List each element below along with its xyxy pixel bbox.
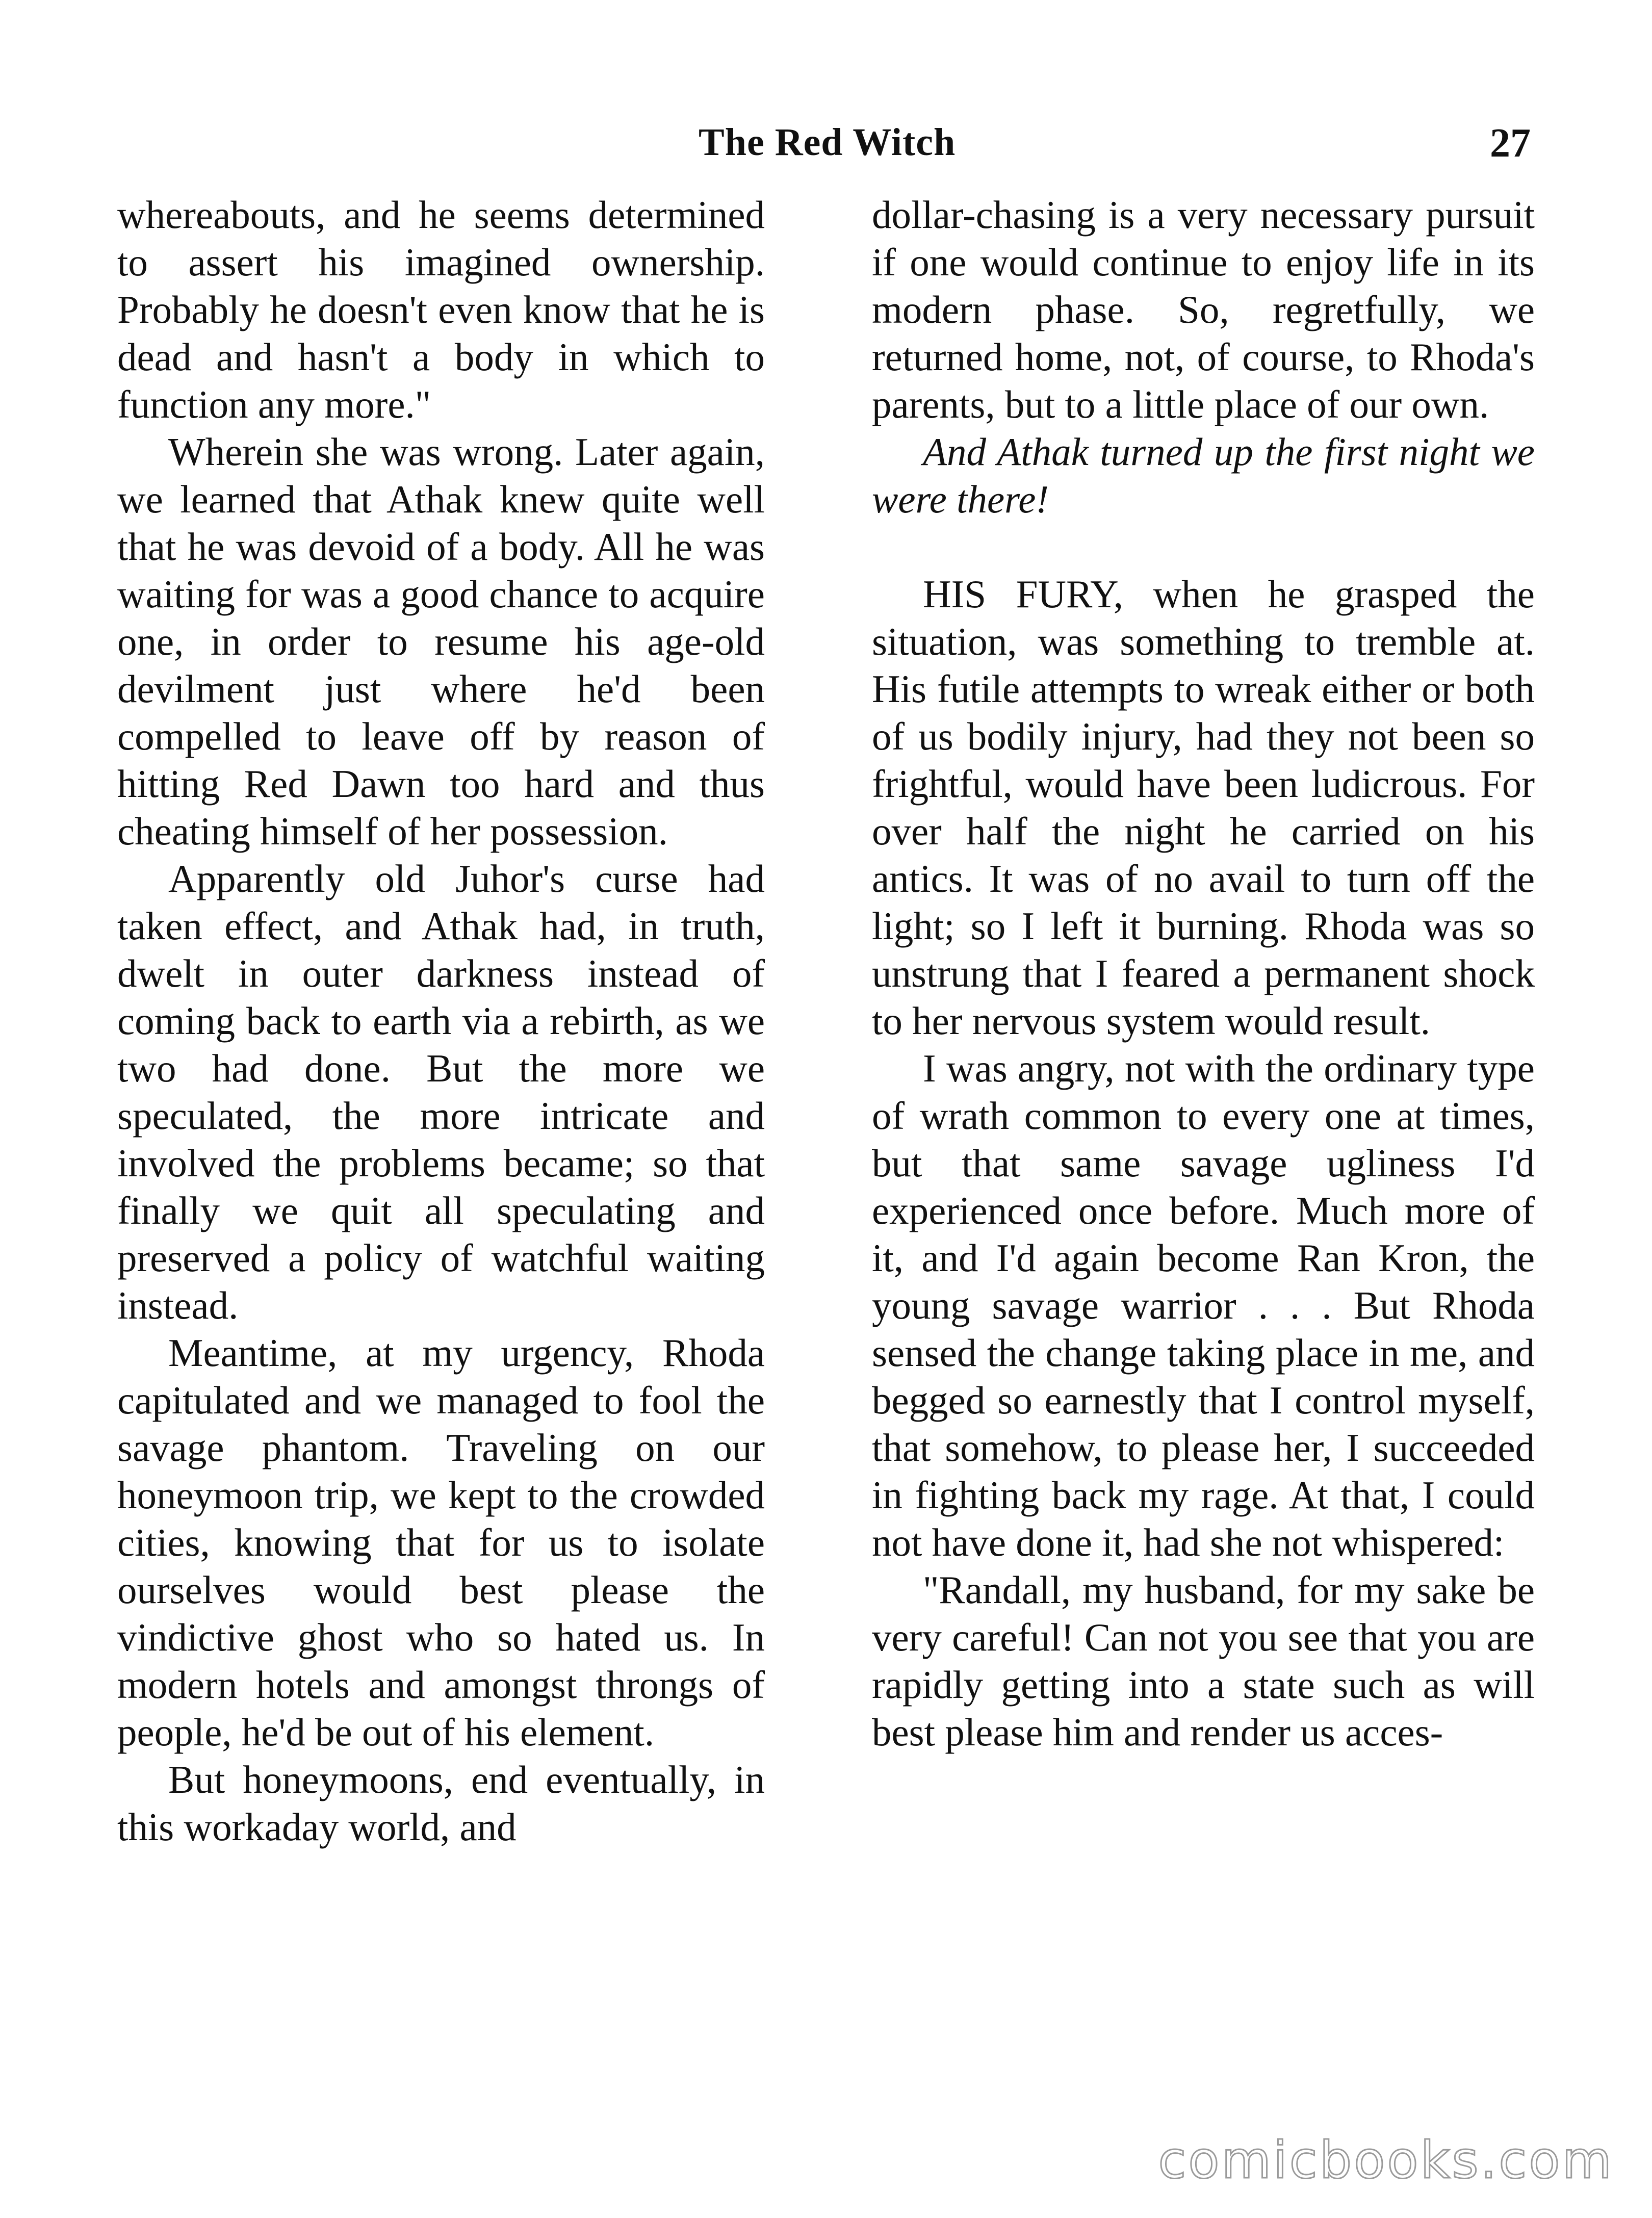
paragraph: Wherein she was wrong. Later again, we learned that Athak knew quite well that he was devoid of a body. All he was waiting for was a good chance to acquire one, in order to resume his age-old devilment just where he'd been compelled to leave off by reason of hitting Red Dawn too hard and thus cheating himself of her possession. [117,430,765,853]
left-text-column [117,191,765,1851]
watermark-logo: comicbooks.com [1158,2130,1614,2190]
italic-paragraph: And Athak turned up the first night we were there! [872,430,1535,521]
page-number: 27 [1490,121,1531,166]
paragraph: dollar-chasing is a very necessary pursuit if one would continue to enjoy life in its modern phase. So, regretfully, we returned home, not, of course, to Rhoda's parents, but to a little place of our own. [872,193,1535,426]
section-paragraph: HIS FURY, when he grasped the situation, was something to tremble at. His futile attempts to wreak either or both of us bodily injury, had they not been so frightful, would have been ludicrous. For over half the night he carried on his antics. It was of no avail to turn off the light; so I left it burning. Rhoda was so unstrung that I feared a permanent shock to her nervous system would result. [872,572,1535,1043]
paragraph: "Randall, my husband, for my sake be very careful! Can not you see that you are rapidly getting into a state such as will best please him and render us acces- [872,1568,1535,1754]
paragraph: Meantime, at my urgency, Rhoda capitulated and we managed to fool the savage phantom. Traveling on our honeymoon trip, we kept to the crowded cities, knowing that for us to isolate ourselves would best please the vindictive ghost who so hated us. In modern hotels and amongst throngs of people, he'd be out of his element. [117,1331,765,1754]
paragraph: whereabouts, and he seems determined to assert his imagined ownership. Probably he doesn't even know that he is dead and hasn't a body in which to function any more." [117,193,765,426]
right-text-column [872,191,1535,1756]
running-head-title: The Red Witch [699,121,956,164]
paragraph: But honeymoons, end eventually, in this workaday world, and [117,1758,765,1849]
paragraph: Apparently old Juhor's curse had taken effect, and Athak had, in truth, dwelt in outer darkness instead of coming back to earth via a rebirth, as we two had done. But the more we speculated, the more intricate and involved the problems became; so that finally we quit all speculating and preserved a policy of watchful waiting instead. [117,857,765,1327]
paragraph: I was angry, not with the ordinary type of wrath common to every one at times, but that same savage ugliness I'd experienced once before. Much more of it, and I'd again become Ran Kron, the young savage warrior . . . But Rhoda sensed the change taking place in me, and begged so earnestly that I control myself, that somehow, to please her, I succeeded in fighting back my rage. At that, I could not have done it, had she not whispered: [872,1046,1535,1564]
